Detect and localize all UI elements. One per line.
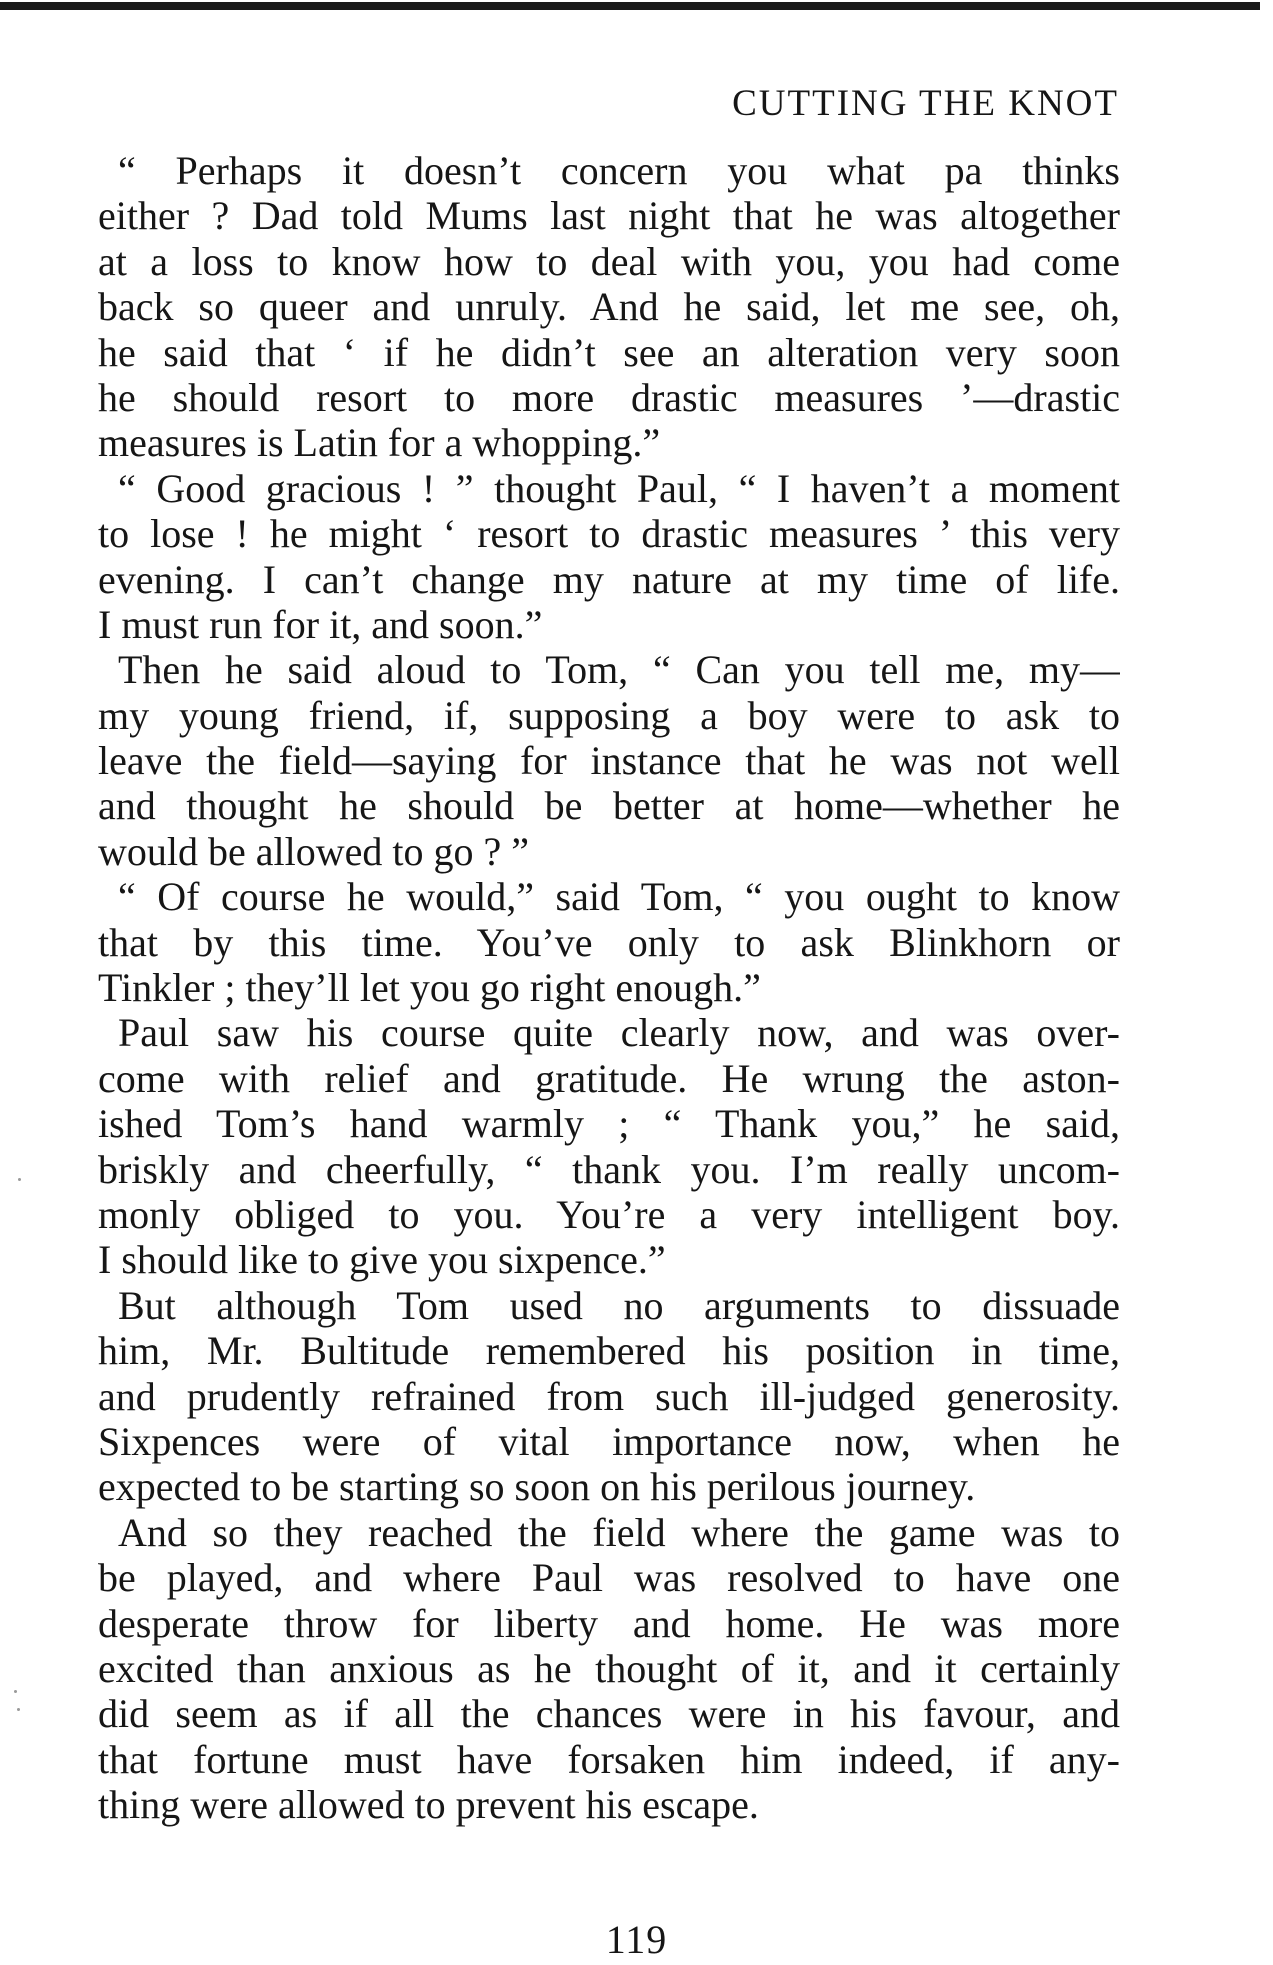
text-line: monly obliged to you. You’re a very intelligent boy. [98,1191,1120,1237]
text-line: to lose ! he might ‘ resort to drastic measures ’ this very [98,511,1120,557]
page-number: 119 [605,1917,668,1962]
scan-speck [17,1708,20,1711]
text-line: would be allowed to go ? ” [98,828,529,874]
text-line: “ Of course he would,” said Tom, “ you ought to know [118,874,1120,920]
text-line: and thought he should be better at home—whether he [98,783,1120,829]
text-line: measures is Latin for a whopping.” [98,420,661,466]
text-line: “ Good gracious ! ” thought Paul, “ I haven’t a moment [118,465,1120,511]
text-line: and prudently refrained from such ill-judged generosity. [98,1373,1120,1419]
text-line: him, Mr. Bultitude remembered his position in time, [98,1328,1120,1374]
text-line: Paul saw his course quite clearly now, and was over- [118,1010,1120,1056]
text-line: he said that ‘ if he didn’t see an alteration very soon [98,329,1120,375]
text-line: Sixpences were of vital importance now, when he [98,1418,1120,1464]
text-line: Then he said aloud to Tom, “ Can you tell me, my— [118,647,1120,693]
text-line: “ Perhaps it doesn’t concern you what pa thinks [118,148,1120,193]
text-line: that by this time. You’ve only to ask Blinkhorn or [98,919,1120,965]
body-text [98,148,1120,1827]
text-line: leave the field—saying for instance that he was not well [98,738,1120,784]
text-line: expected to be starting so soon on his perilous journey. [98,1464,976,1510]
text-line: Tinkler ; they’ll let you go right enough.” [98,965,761,1011]
text-line: evening. I can’t change my nature at my time of life. [98,556,1120,602]
text-line: And so they reached the field where the game was to [118,1509,1120,1555]
text-line: that fortune must have forsaken him indeed, if any- [98,1736,1120,1782]
text-line: excited than anxious as he thought of it, and it certainly [98,1645,1120,1691]
text-line: briskly and cheerfully, “ thank you. I’m really uncom- [98,1146,1120,1192]
text-line: he should resort to more drastic measures ’—drastic [98,374,1120,420]
text-line: my young friend, if, supposing a boy were to ask to [98,692,1120,738]
text-line: come with relief and gratitude. He wrung the aston- [98,1055,1120,1101]
text-line: at a loss to know how to deal with you, you had come [98,238,1120,284]
text-line: desperate throw for liberty and home. He was more [98,1600,1120,1646]
top-rule [0,2,1260,10]
text-line: thing were allowed to prevent his escape. [98,1782,759,1828]
text-line: I should like to give you sixpence.” [98,1237,666,1283]
scan-speck [18,1178,21,1181]
text-line: be played, and where Paul was resolved to have one [98,1555,1120,1601]
text-line: did seem as if all the chances were in his favour, and [98,1691,1120,1737]
text-line: But although Tom used no arguments to dissuade [118,1282,1120,1328]
text-line: either ? Dad told Mums last night that he was altogether [98,193,1120,239]
running-head: CUTTING THE KNOT [732,83,1119,124]
text-line: back so queer and unruly. And he said, let me see, oh, [98,284,1120,330]
text-line: ished Tom’s hand warmly ; “ Thank you,” he said, [98,1101,1120,1147]
text-line: I must run for it, and soon.” [98,601,543,647]
scan-speck [14,1690,17,1693]
